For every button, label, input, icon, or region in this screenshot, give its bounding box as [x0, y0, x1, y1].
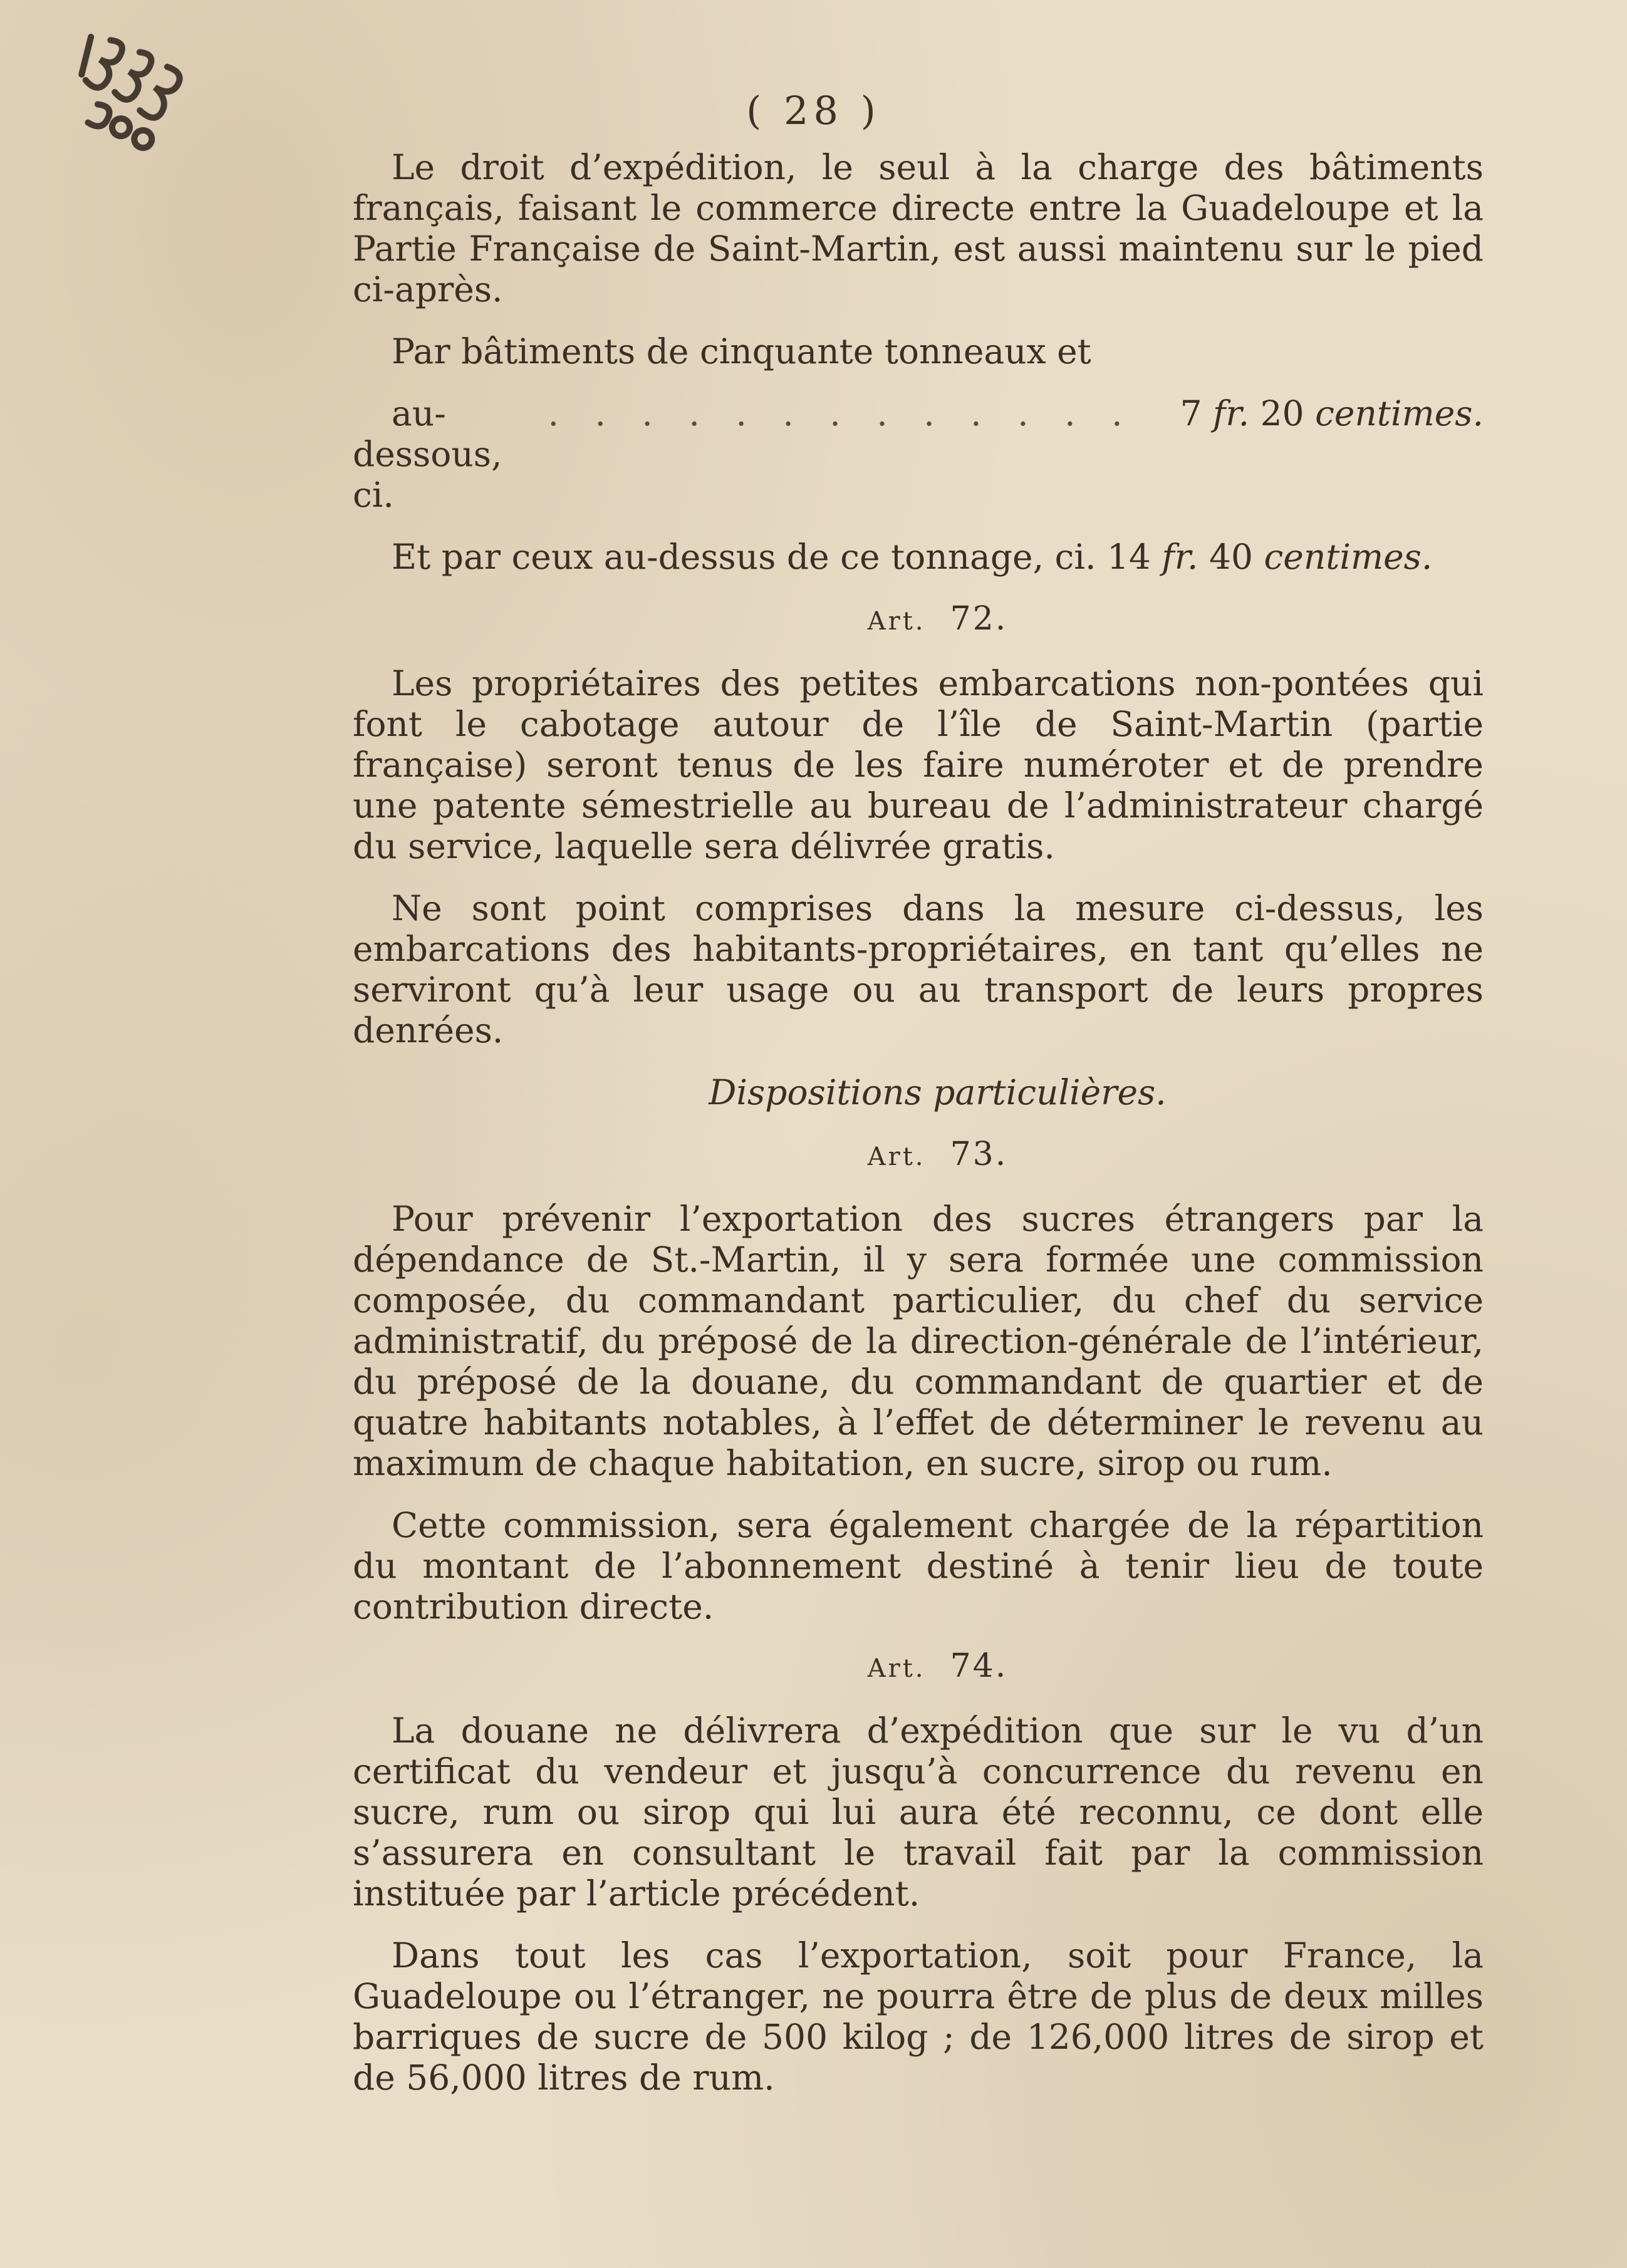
- tariff-line-2-text: Et par ceux au-dessus de ce tonnage, ci.: [392, 537, 1096, 577]
- tariff-amount-1-number: 7: [1180, 393, 1202, 433]
- tariff-amount-1-unit: fr.: [1213, 393, 1250, 433]
- article-74-paragraph-2: Dans tout les cas l’exportation, soit pour France, la Guadeloupe ou l’étranger, ne pourra être de plus de deux milles barriques de sucre de 500 kilog ; de 126,000 litres de sirop et de 56,000 litres de rum.: [353, 1935, 1484, 2098]
- section-title: Dispositions particulières.: [709, 1072, 1167, 1112]
- tariff-amount-1: [1141, 393, 1484, 434]
- article-72-paragraph-2: Ne sont point comprises dans la mesure ci-dessus, les embarcations des habitants-propriétaires, en tant qu’elles ne serviront qu’à leur usage ou au transport de leurs propres denrées.: [353, 888, 1484, 1050]
- article-72-label: Art.: [867, 607, 926, 636]
- article-74-number: 74.: [950, 1647, 1008, 1685]
- page-number: ( 28 ): [746, 88, 881, 133]
- tariff-amount-2-label: centimes.: [1264, 537, 1433, 577]
- tariff-block: [353, 331, 1484, 515]
- tariff-amount-1-label: centimes.: [1315, 393, 1484, 433]
- article-73-paragraph-1: Pour prévenir l’exportation des sucres étrangers par la dépendance de St.-Martin, il y sera formée une commission composée, du commandant particulier, du chef du service administratif, du préposé de la direction-générale de l’intérieur, du préposé de la douane, du commandant de quartier et de quatre habitants notables, à l’effet de déterminer le revenu au maximum de chaque habitation, en sucre, sirop ou rum.: [353, 1199, 1484, 1483]
- article-heading-74: [353, 1646, 1484, 1689]
- tariff-amount-2-unit: fr.: [1162, 537, 1198, 577]
- tariff-leader-dots: . . . . . . . . . . . . .: [548, 393, 1135, 433]
- article-heading-73: [353, 1134, 1484, 1178]
- tariff-amount-1-cents: 20: [1260, 393, 1304, 433]
- article-73-number: 73.: [950, 1136, 1008, 1173]
- article-74-label: Art.: [867, 1654, 926, 1683]
- intro-paragraph: Le droit d’expédition, le seul à la charge des bâtiments français, faisant le commerce directe entre la Guadeloupe et la Partie Française de Saint-Martin, est aussi maintenu sur le pied ci-après.: [353, 147, 1484, 309]
- tariff-amount-2-number: 14: [1106, 537, 1151, 577]
- article-72-number: 72.: [950, 600, 1008, 638]
- page-body: [353, 147, 1484, 2120]
- article-74-paragraph-1: La douane ne délivrera d’expédition que sur le vu d’un certificat du vendeur et jusqu’à concurrence du revenu en sucre, rum ou sirop qui lui aura été reconnu, ce dont elle s’assurera en consultant le travail fait par la commission instituée par l’article précédent.: [353, 1711, 1484, 1913]
- article-heading-72: [353, 599, 1484, 642]
- article-73-label: Art.: [867, 1142, 926, 1171]
- tariff-line-1b-text: au-dessous, ci.: [353, 393, 502, 515]
- tariff-line-1b: [353, 393, 1484, 515]
- tariff-amount-2-cents: 40: [1209, 537, 1253, 577]
- tariff-line-1a: Par bâtiments de cinquante tonneaux et: [392, 331, 1091, 371]
- article-72-paragraph-1: Les propriétaires des petites embarcations non-pontées qui font le cabotage autour de l’île de Saint-Martin (partie française) seront tenus de les faire numéroter et de prendre une patente sémestrielle au bureau de l’administrateur chargé du service, laquelle sera délivrée gratis.: [353, 663, 1484, 866]
- tariff-line-2: [353, 537, 1484, 577]
- article-73-paragraph-2: Cette commission, sera également chargée de la répartition du montant de l’abonnement destiné à tenir lieu de toute contribution directe.: [353, 1505, 1484, 1627]
